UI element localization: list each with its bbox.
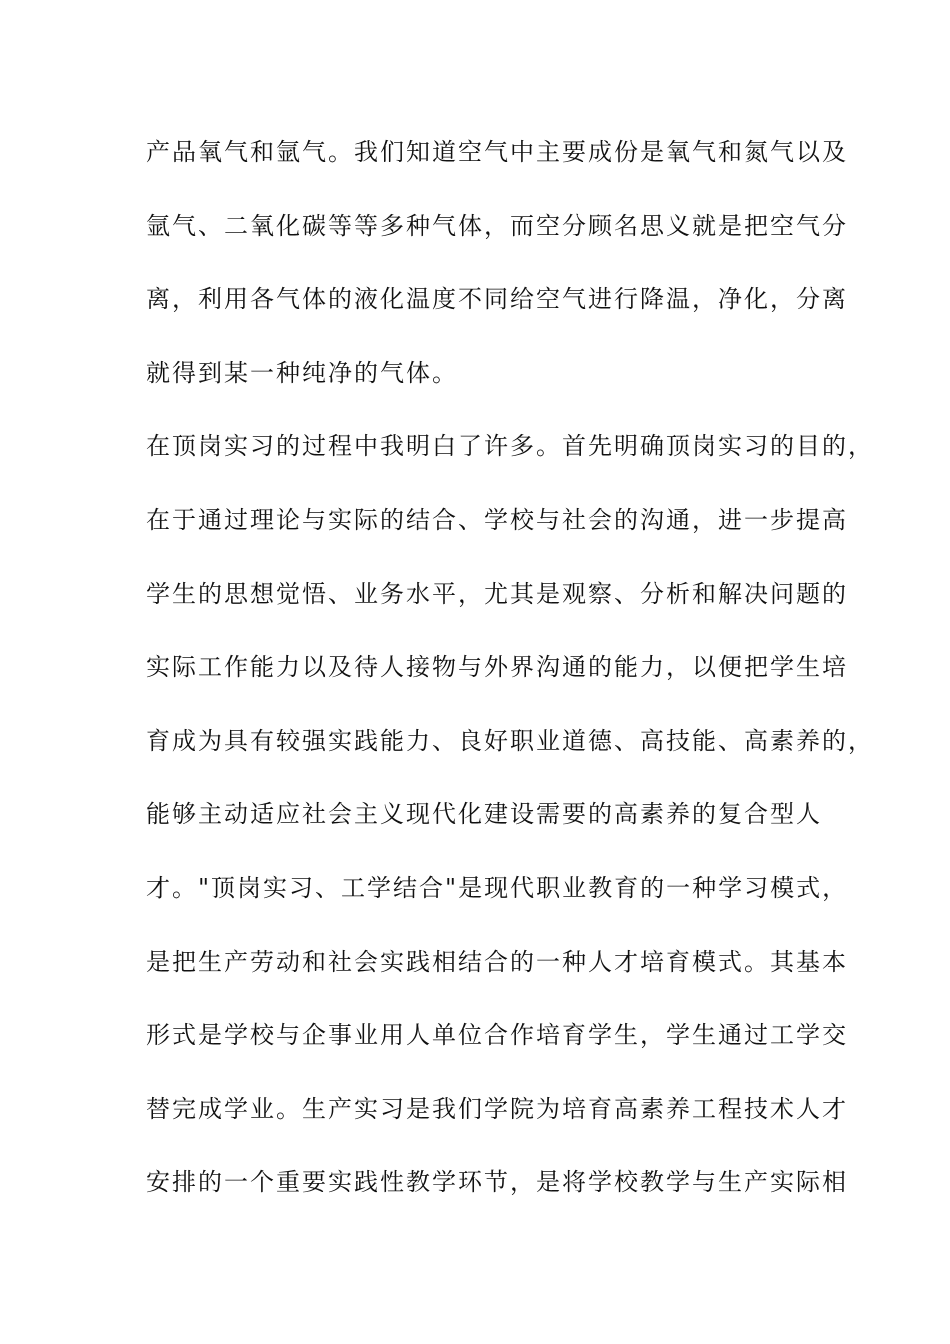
text-line: 氩气、二氧化碳等等多种气体，而空分顾名思义就是把空气分 [146, 211, 848, 240]
text-line: 安排的一个重要实践性教学环节，是将学校教学与生产实际相 [146, 1168, 848, 1197]
body-text [146, 128, 874, 1232]
text-line: 育成为具有较强实践能力、良好职业道德、高技能、高素养的， [146, 726, 874, 755]
text-line: 离，利用各气体的液化温度不同给空气进行降温，净化，分离 [146, 285, 848, 314]
text-line: 才。"顶岗实习、工学结合"是现代职业教育的一种学习模式， [146, 873, 849, 902]
text-line: 替完成学业。生产实习是我们学院为培育高素养工程技术人才 [146, 1094, 848, 1123]
text-line: 能够主动适应社会主义现代化建设需要的高素养的复合型人 [146, 800, 822, 829]
text-line: 产品氧气和氩气。我们知道空气中主要成份是氧气和氮气以及 [146, 138, 848, 166]
text-line: 就得到某一种纯净的气体。 [146, 358, 458, 387]
text-line: 形式是学校与企事业用人单位合作培育学生，学生通过工学交 [146, 1021, 848, 1050]
text-line: 实际工作能力以及待人接物与外界沟通的能力，以便把学生培 [146, 653, 848, 682]
text-line: 在于通过理论与实际的结合、学校与社会的沟通，进一步提高 [146, 505, 848, 534]
text-line: 学生的思想觉悟、业务水平，尤其是观察、分析和解决问题的 [146, 579, 848, 608]
text-line: 是把生产劳动和社会实践相结合的一种人才培育模式。其基本 [146, 947, 848, 976]
text-line: 在顶岗实习的过程中我明白了许多。首先明确顶岗实习的目的， [146, 432, 874, 461]
